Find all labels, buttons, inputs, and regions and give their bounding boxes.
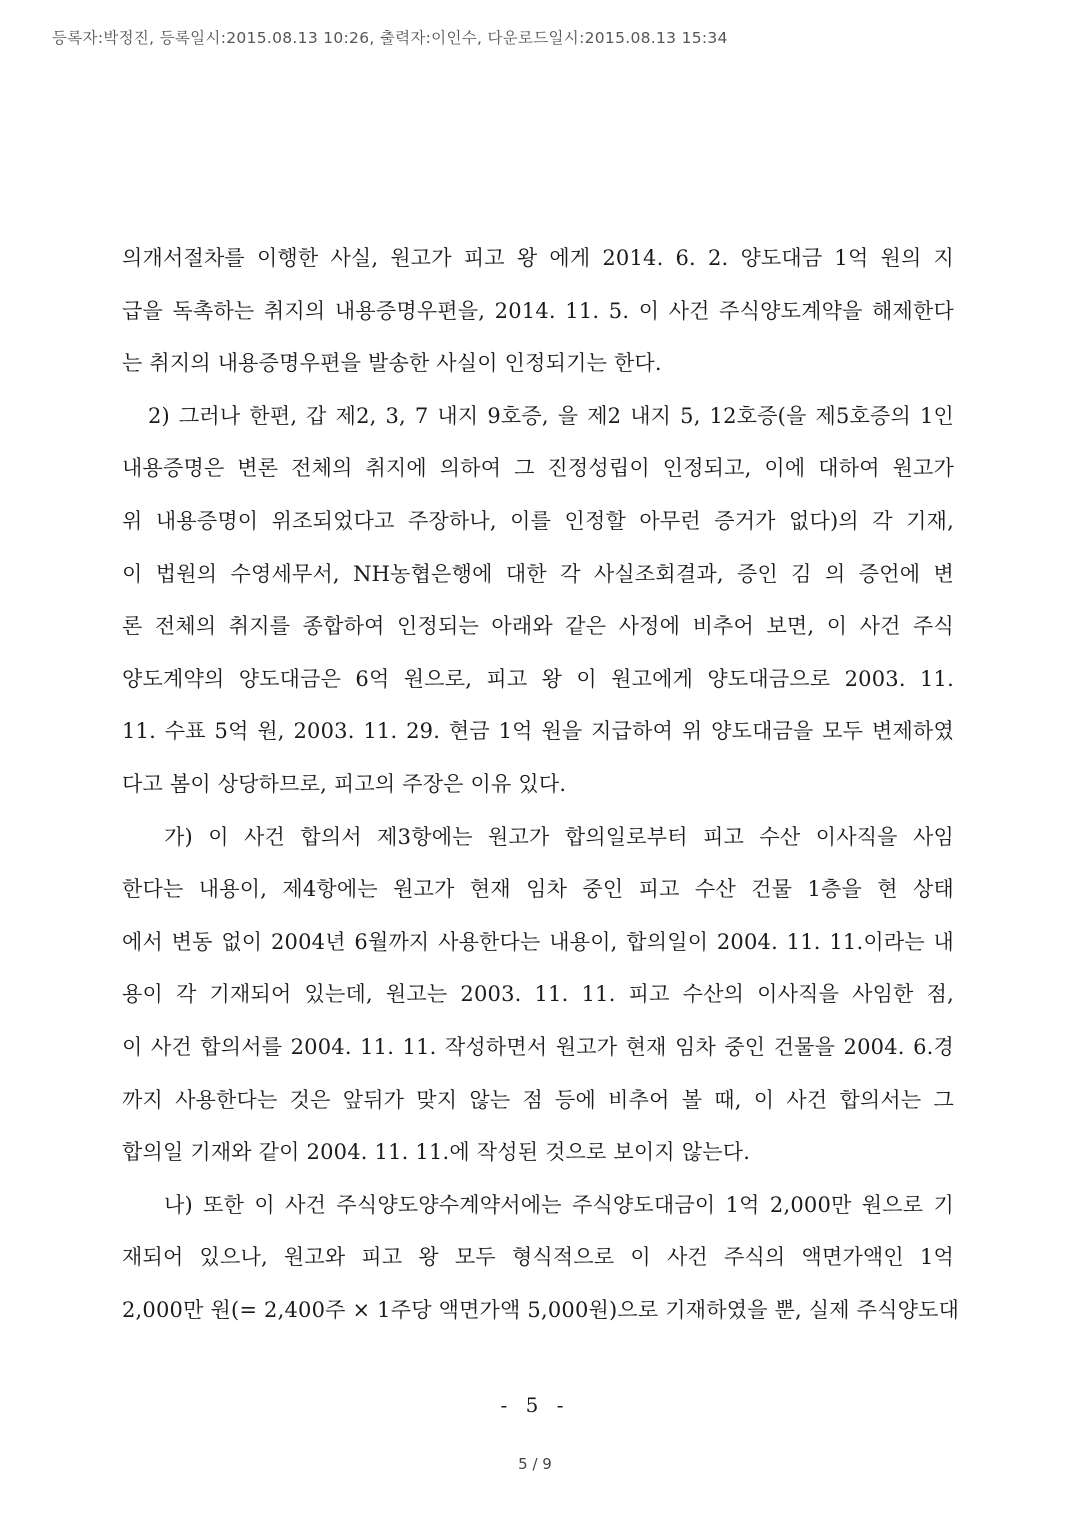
body-line: 합의일 기재와 같이 2004. 11. 11.에 작성된 것으로 보이지 않는다.: [122, 1140, 751, 1165]
page-number: - 5 -: [500, 1393, 570, 1417]
body-line: 이 사건 합의서를 2004. 11. 11. 작성하면서 원고가 현재 임차 중인 건물을 2004. 6.경: [122, 1034, 954, 1059]
body-line: 양도계약의 양도대금은 6억 원으로, 피고 왕 이 원고에게 양도대금으로 2003. 11.: [122, 666, 954, 691]
body-line: 2) 그러나 한편, 갑 제2, 3, 7 내지 9호증, 을 제2 내지 5, 12호증(을 제5호증의 1인: [148, 403, 954, 428]
body-line: 까지 사용한다는 것은 앞뒤가 맞지 않는 점 등에 비추어 볼 때, 이 사건 합의서는 그: [122, 1087, 954, 1112]
body-line: 는 취지의 내용증명우편을 발송한 사실이 인정되기는 한다.: [122, 351, 662, 376]
body-line: 이 법원의 수영세무서, NH농협은행에 대한 각 사실조회결과, 증인 김 의 증언에 변: [122, 561, 954, 586]
body-line: 재되어 있으나, 원고와 피고 왕 모두 형식적으로 이 사건 주식의 액면가액인 1억: [122, 1245, 954, 1270]
body-line: 위 내용증명이 위조되었다고 주장하나, 이를 인정할 아무런 증거가 없다)의 각 기재,: [122, 508, 954, 533]
body-line: 2,000만 원(= 2,400주 × 1주당 액면가액 5,000원)으로 기재하였을 뿐, 실제 주식양도대: [122, 1297, 960, 1322]
body-line: 에서 변동 없이 2004년 6월까지 사용한다는 내용이, 합의일이 2004. 11. 11.이라는 내: [122, 929, 954, 954]
body-line: 의개서절차를 이행한 사실, 원고가 피고 왕 에게 2014. 6. 2. 양도대금 1억 원의 지: [122, 246, 954, 270]
body-line: 내용증명은 변론 전체의 취지에 의하여 그 진정성립이 인정되고, 이에 대하여 원고가: [122, 456, 954, 481]
body-line: 다고 봄이 상당하므로, 피고의 주장은 이유 있다.: [122, 771, 567, 796]
body-line: 나) 또한 이 사건 주식양도양수계약서에는 주식양도대금이 1억 2,000만 원으로 기: [164, 1192, 954, 1217]
body-line: 용이 각 기재되어 있는데, 원고는 2003. 11. 11. 피고 수산의 이사직을 사임한 점,: [122, 982, 954, 1007]
body-line: 급을 독촉하는 취지의 내용증명우편을, 2014. 11. 5. 이 사건 주식양도계약을 해제한다: [122, 298, 954, 323]
document-header-meta: 등록자:박정진, 등록일시:2015.08.13 10:26, 출력자:이인수, 다운로드일시:2015.08.13 15:34: [52, 29, 728, 47]
body-line: 가) 이 사건 합의서 제3항에는 원고가 합의일로부터 피고 수산 이사직을 사임: [164, 824, 954, 849]
body-line: 11. 수표 5억 원, 2003. 11. 29. 현금 1억 원을 지급하여 위 양도대금을 모두 변제하였: [122, 719, 954, 744]
body-line: 론 전체의 취지를 종합하여 인정되는 아래와 같은 사정에 비추어 보면, 이 사건 주식: [122, 614, 954, 639]
body-line: 한다는 내용이, 제4항에는 원고가 현재 임차 중인 피고 수산 건물 1층을 현 상태: [122, 877, 954, 902]
page-count: 5 / 9: [518, 1455, 552, 1473]
document-body: [122, 236, 960, 1340]
